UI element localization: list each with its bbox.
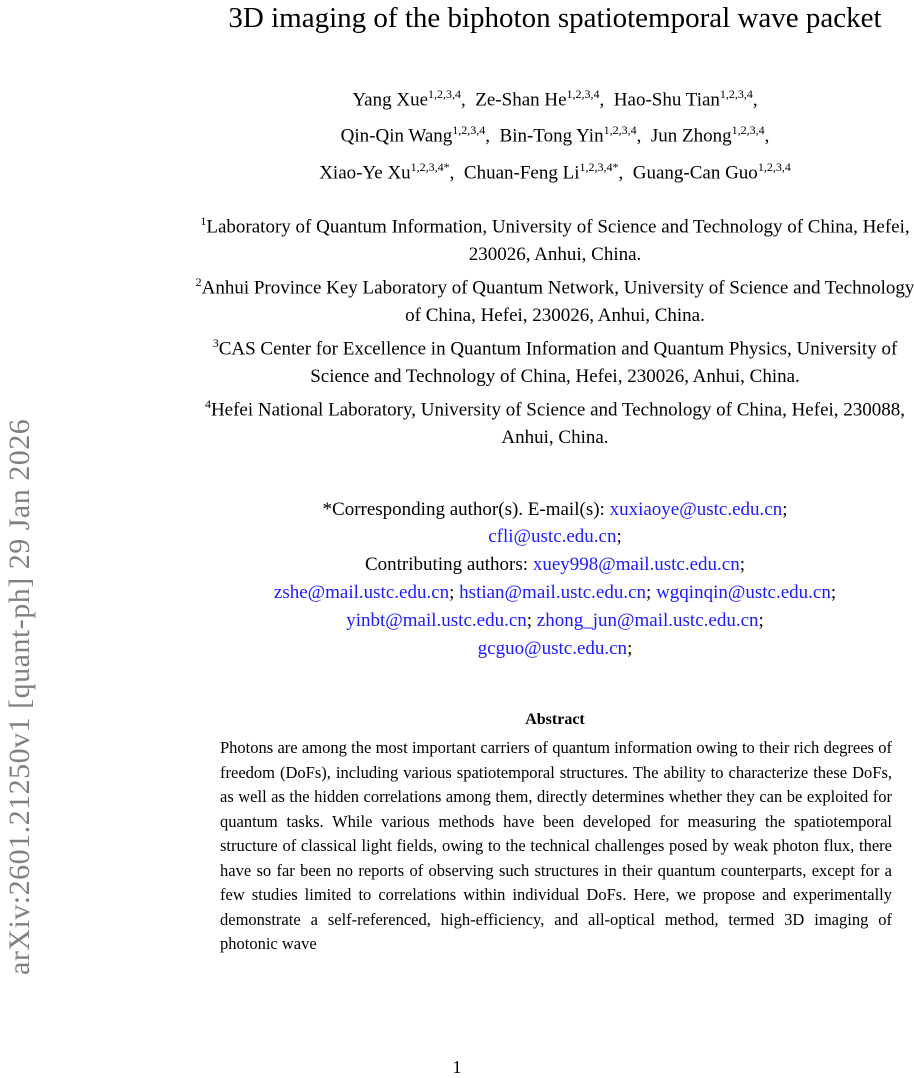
affiliation: $^2$Anhui Province Key Laboratory of Quantum Network, University of Science and Technology of China, Hefei, 230026, Anhui, China. [195,274,914,327]
author-name: Hao-Shu Tian [613,89,720,111]
email-link[interactable]: xuey998@mail.ustc.edu.cn [532,554,740,576]
arxiv-identifier-stamp: arXiv:2601.21250v1 [quant-ph] 29 Jan 2026 [3,418,36,975]
author-name: Ze-Shan He [475,89,567,111]
author-line-2: Qin-Qin Wang$^{1,2,3,4}$, Bin-Tong Yin$^{1,2,3,4}$, Jun Zhong$^{1,2,3,4}$, [340,123,770,147]
author-line-1: Yang Xue$^{1,2,3,4}$, Ze-Shan He$^{1,2,3,4}$, Hao-Shu Tian$^{1,2,3,4}$, [352,87,758,111]
paper-first-page [195,0,914,957]
email-link[interactable]: xuxiaoye@ustc.edu.cn [609,498,783,520]
affiliation: $^3$CAS Center for Excellence in Quantum Information and Quantum Physics, University of Science and Technology of China, Hefei, 230026, Anhui, China. [212,335,898,387]
email-link[interactable]: wgqinqin@ustc.edu.cn [656,582,831,604]
email-link[interactable]: gcguo@ustc.edu.cn [477,637,628,659]
author-list [195,79,914,188]
author-line-3: Xiao-Ye $Xu^{1,2,3,4*}$, Chuan-Feng $Li^{1,2,3,4*}$, Guang-Can Guo$^{1,2,3,4}$ [319,159,791,183]
author-name: Yang Xue [352,89,429,111]
correspondence-label: *Corresponding author(s). E-mail(s): [322,498,605,520]
author-name: Chuan-Feng Li [463,161,580,183]
email-link[interactable]: zhong_jun@mail.ustc.edu.cn [536,609,759,631]
email-link[interactable]: zshe@mail.ustc.edu.cn [273,582,450,604]
author-name: Guang-Can Guo [632,161,758,183]
page-number: 1 [452,1057,462,1077]
abstract-heading: Abstract [525,711,585,729]
email-link[interactable]: cfli@ustc.edu.cn [488,526,617,548]
affiliation: $^1$Laboratory of Quantum Information, University of Science and Technology of China, Hefei, 230026, Anhui, China. [200,213,910,266]
author-affil-marker: 1,2,3,4 [757,159,791,174]
author-affil-marker: 1,2,3,4 [566,87,600,101]
affiliation-list [195,208,914,452]
author-name: Jun Zhong [650,125,732,147]
author-name: Qin-Qin Wang [340,125,453,147]
affiliation: $^4$Hefei National Laboratory, University of Science and Technology of China, Hefei, 230088, Anhui, China. [204,396,906,448]
author-affil-marker: 1,2,3,4 [428,87,462,101]
author-affil-marker: 1,2,3,4 [719,87,753,101]
email-link[interactable]: hstian@mail.ustc.edu.cn [459,582,647,604]
author-affil-marker: 1,2,3,4 [731,123,765,138]
correspondence-block: *Corresponding author(s). E-mail(s): xuxiaoye@ustc.edu.cn; cfli@ustc.edu.cn; Contributing authors: xuey998@mail.ustc.edu.cn; zshe@mail.ustc.edu.cn; hstian@mail.ustc.edu.cn; wgqinqin@ustc.edu.cn; yinbt@mail.ustc.edu.cn; zhong_jun@mail.ustc.edu.cn; gcguo@ustc.edu.cn; [273,498,837,659]
author-name: Bin-Tong Yin [499,125,604,147]
author-affil-marker: 1,2,3,4 [603,123,637,138]
email-link[interactable]: yinbt@mail.ustc.edu.cn [346,609,527,631]
author-affil-marker: 1,2,3,4* [410,159,450,174]
paper-title: 3D imaging of the biphoton spatiotemporal wave packet [228,2,882,34]
author-affil-marker: 1,2,3,4* [579,159,619,174]
abstract-text: Photons are among the most important carriers of quantum information owing to their rich degrees of freedom (DoFs), including various spatiotemporal structures. The ability to characterize these DoFs, as well as the hidden correlations among them, directly determines whether they can be exploited for quantum tasks. While various methods have been developed for measuring the spatiotemporal structure of classical light fields, owing to the technical challenges posed by weak photon flux, there have so far been no reports of observing such structures in their quantum counterparts, except for a few studies limited to correlations within individual DoFs. Here, we propose and experimentally demonstrate a self-referenced, high-efficiency, and all-optical method, termed 3D imaging of photonic wave [220,738,892,954]
contributing-label: Contributing authors: [364,554,529,576]
author-name: Xiao-Ye Xu [319,161,411,183]
author-affil-marker: 1,2,3,4 [452,123,486,138]
